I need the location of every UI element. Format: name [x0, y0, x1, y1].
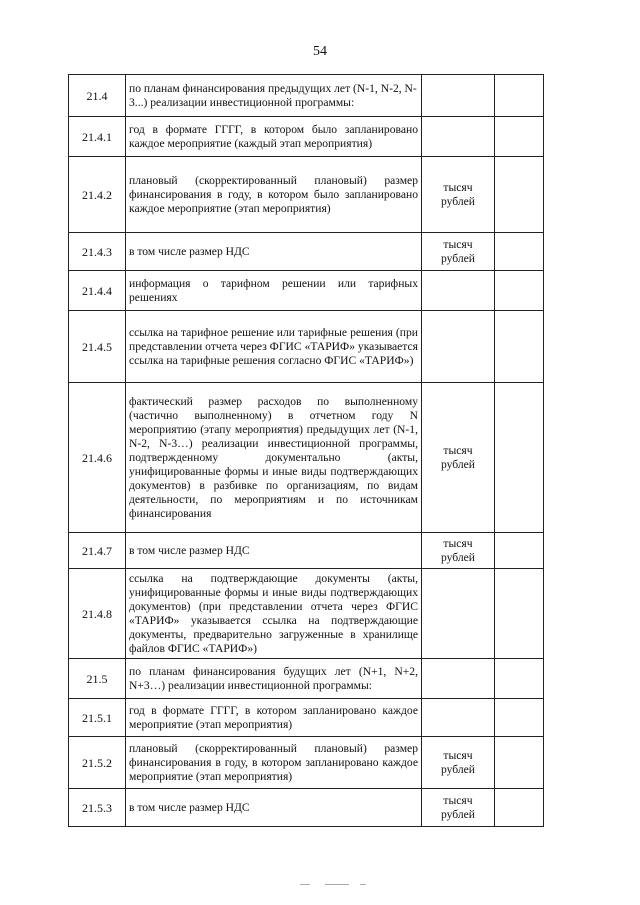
row-value-cell [495, 383, 544, 533]
table-row [69, 533, 544, 569]
row-value-cell [495, 75, 544, 117]
table-row [69, 659, 544, 699]
table-row [69, 569, 544, 659]
row-unit [422, 659, 495, 699]
row-value-cell [495, 737, 544, 789]
row-number: 21.4.6 [69, 383, 126, 533]
table-row [69, 75, 544, 117]
row-description: по планам финансирования будущих лет (N+1, N+2, N+3…) реализации инвестиционной программы: [126, 659, 422, 699]
row-value-cell [495, 569, 544, 659]
row-description: ссылка на тарифное решение или тарифные решения (при представлении отчета через ФГИС «ТАРИФ» указывается ссылка на тарифные решения согласно ФГИС «ТАРИФ») [126, 311, 422, 383]
row-description: плановый (скорректированный плановый) размер финансирования в году, в котором было запланировано каждое мероприятие (этап мероприятия) [126, 157, 422, 233]
row-description: фактический размер расходов по выполненному (частично выполненному) в отчетном году N мероприятию (этапу мероприятия) предыдущих лет (N-1, N-2, N-3…) реализации инвестиционной программы, подтвержденному документально (акты, унифицированные формы и иные виды подтверждающих документов) в разбивке по организациям, по видам деятельности, по мероприятиям и по источникам финансирования [126, 383, 422, 533]
row-number: 21.5.3 [69, 789, 126, 827]
row-value-cell [495, 271, 544, 311]
table-row [69, 117, 544, 157]
row-unit: тысяч рублей [422, 383, 495, 533]
row-number: 21.4.2 [69, 157, 126, 233]
row-description: в том числе размер НДС [126, 789, 422, 827]
row-number: 21.4.8 [69, 569, 126, 659]
row-unit [422, 699, 495, 737]
table-row [69, 233, 544, 271]
row-unit [422, 75, 495, 117]
table-row [69, 383, 544, 533]
row-description: год в формате ГГГГ, в котором было запланировано каждое мероприятие (каждый этап мероприятия) [126, 117, 422, 157]
table-row [69, 789, 544, 827]
table-row [69, 699, 544, 737]
row-unit [422, 271, 495, 311]
row-number: 21.5.2 [69, 737, 126, 789]
row-value-cell [495, 117, 544, 157]
row-description: плановый (скорректированный плановый) размер финансирования в году, в котором запланировано каждое мероприятие (этап мероприятия) [126, 737, 422, 789]
row-description: ссылка на подтверждающие документы (акты, унифицированные формы и иные виды подтверждающих документов) (при представлении отчета через ФГИС «ТАРИФ» указывается ссылка на подтверждающие документы, предварительно загруженные в хранилище файлов ФГИС «ТАРИФ») [126, 569, 422, 659]
row-unit: тысяч рублей [422, 157, 495, 233]
row-unit: тысяч рублей [422, 533, 495, 569]
row-unit: тысяч рублей [422, 737, 495, 789]
row-number: 21.4.5 [69, 311, 126, 383]
scan-artifact-line [120, 884, 540, 890]
page-number: 54 [313, 44, 327, 59]
row-number: 21.5 [69, 659, 126, 699]
row-value-cell [495, 789, 544, 827]
row-number: 21.5.1 [69, 699, 126, 737]
table-row [69, 311, 544, 383]
row-description: в том числе размер НДС [126, 533, 422, 569]
row-value-cell [495, 659, 544, 699]
row-description: информация о тарифном решении или тарифных решениях [126, 271, 422, 311]
row-unit: тысяч рублей [422, 789, 495, 827]
table-row [69, 737, 544, 789]
row-value-cell [495, 157, 544, 233]
table-row [69, 157, 544, 233]
row-number: 21.4.1 [69, 117, 126, 157]
row-description: год в формате ГГГГ, в котором запланировано каждое мероприятие (этап мероприятия) [126, 699, 422, 737]
row-number: 21.4.4 [69, 271, 126, 311]
requirements-table [68, 74, 544, 827]
row-description: в том числе размер НДС [126, 233, 422, 271]
row-number: 21.4.3 [69, 233, 126, 271]
row-unit: тысяч рублей [422, 233, 495, 271]
row-number: 21.4.7 [69, 533, 126, 569]
row-value-cell [495, 699, 544, 737]
row-unit [422, 311, 495, 383]
row-value-cell [495, 533, 544, 569]
row-value-cell [495, 311, 544, 383]
row-unit [422, 117, 495, 157]
row-unit [422, 569, 495, 659]
row-number: 21.4 [69, 75, 126, 117]
table-row [69, 271, 544, 311]
row-value-cell [495, 233, 544, 271]
row-description: по планам финансирования предыдущих лет (N-1, N-2, N-3...) реализации инвестиционной программы: [126, 75, 422, 117]
